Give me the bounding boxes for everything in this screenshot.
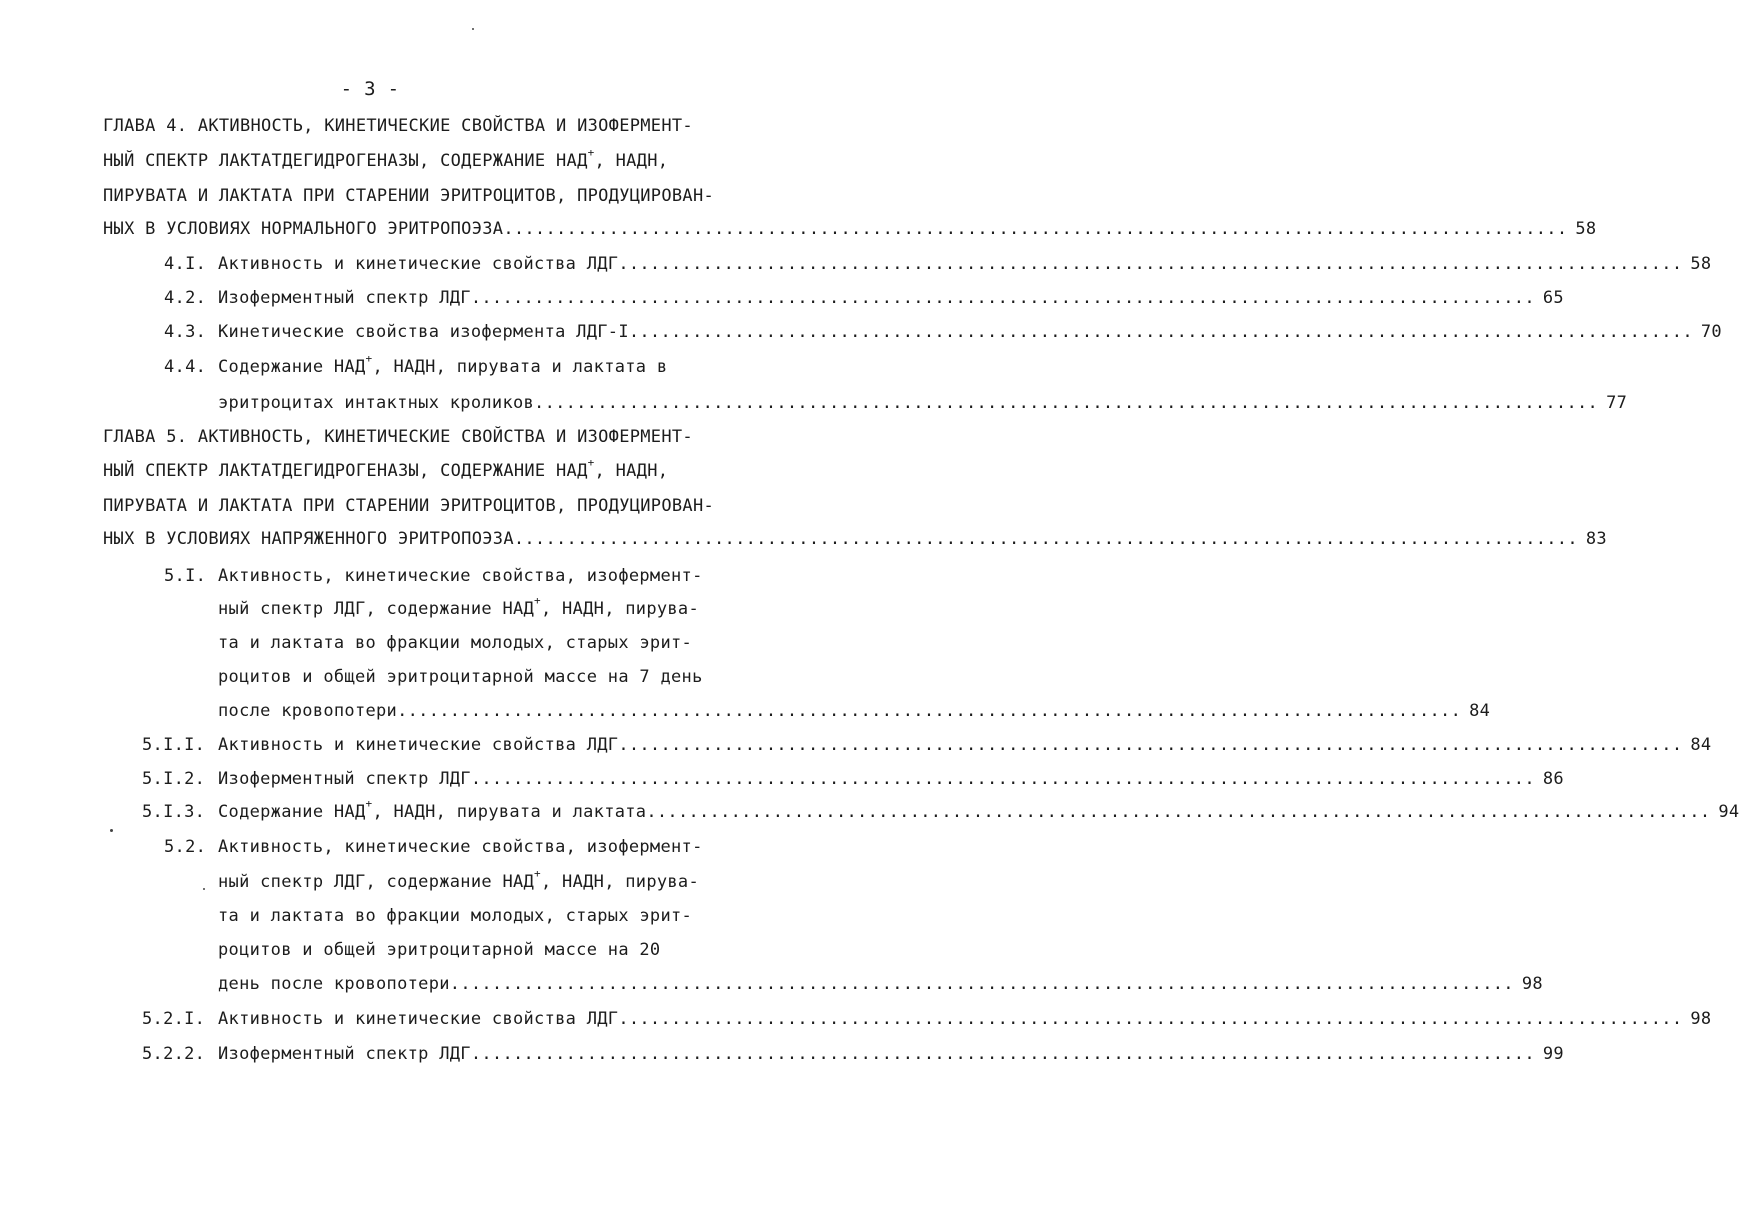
chapter-4-heading-line-3: ПИРУВАТА И ЛАКТАТА ПРИ СТАРЕНИИ ЭРИТРОЦИТОВ, ПРОДУЦИРОВАН- [103,186,715,206]
toc-entry-5-2-line-5: день после кровопотери ..................................................................................................... 98 [218,974,1543,994]
chapter-4-page: 58 [1575,219,1597,239]
toc-entry-5-2-line-4: роцитов и общей эритроцитарной массе на 20 [218,940,661,960]
toc-entry-5-1-line-1: Активность, кинетические свойства, изофермент- [218,566,703,586]
toc-entry-5-2-line-1: Активность, кинетические свойства, изофермент- [218,837,703,857]
toc-entry-4-4-line-1: Содержание НАД+, НАДН, пирувата и лактата в [218,352,668,377]
chapter-5-heading-line-3: ПИРУВАТА И ЛАКТАТА ПРИ СТАРЕНИИ ЭРИТРОЦИТОВ, ПРОДУЦИРОВАН- [103,496,715,516]
toc-number-5-1: 5.I. [164,566,207,586]
toc-number-4-2: 4.2. [164,288,207,308]
toc-entry-5-1-line-2: ный спектр ЛДГ, содержание НАД+, НАДН, пирува- [218,594,700,619]
toc-entry-5-1-line-3: та и лактата во фракции молодых, старых эрит- [218,633,693,653]
toc-entry-5-2-line-3: та и лактата во фракции молодых, старых эрит- [218,906,693,926]
toc-entry-4-2: Изоферментный спектр ЛДГ ..................................................................................................... 65 [218,288,1564,308]
toc-entry-5-2-line-2: ный спектр ЛДГ, содержание НАД+, НАДН, пирува- [218,867,700,892]
page-number: - 3 - [340,78,400,100]
scan-speck [203,888,205,890]
toc-entry-5-1-3: Содержание НАД+, НАДН, пирувата и лактата ..................................................................................................... 94 [218,797,1739,822]
chapter-4-heading-line-1: ГЛАВА 4. АКТИВНОСТЬ, КИНЕТИЧЕСКИЕ СВОЙСТВА И ИЗОФЕРМЕНТ- [103,116,693,136]
toc-entry-5-1-1: Активность и кинетические свойства ЛДГ ..................................................................................................... 84 [218,735,1712,755]
chapter-4-heading-line-4: НЫХ В УСЛОВИЯХ НОРМАЛЬНОГО ЭРИТРОПОЭЗА ..................................................................................................... 58 [103,214,733,244]
chapter-4-heading-line-2: НЫЙ СПЕКТР ЛАКТАТДЕГИДРОГЕНАЗЫ, СОДЕРЖАНИЕ НАД+, НАДН, [103,146,669,171]
toc-number-5-1-1: 5.I.I. [142,735,206,755]
toc-entry-5-1-2: Изоферментный спектр ЛДГ ..................................................................................................... 86 [218,769,1564,789]
chapter-5-heading-line-1: ГЛАВА 5. АКТИВНОСТЬ, КИНЕТИЧЕСКИЕ СВОЙСТВА И ИЗОФЕРМЕНТ- [103,427,693,447]
chapter-5-page: 83 [1585,529,1607,549]
toc-entry-4-1: Активность и кинетические свойства ЛДГ ..................................................................................................... 58 [218,254,1712,274]
toc-number-5-2-1: 5.2.I. [142,1009,206,1029]
toc-entry-5-2-2: Изоферментный спектр ЛДГ ..................................................................................................... 99 [218,1044,1564,1064]
toc-entry-5-1-line-5: после кровопотери ..................................................................................................... 84 [218,701,1491,721]
chapter-5-heading-line-2: НЫЙ СПЕКТР ЛАКТАТДЕГИДРОГЕНАЗЫ, СОДЕРЖАНИЕ НАД+, НАДН, [103,456,669,481]
toc-entry-5-1-line-4: роцитов и общей эритроцитарной массе на 7 день [218,667,703,687]
scan-speck [472,28,474,30]
toc-entry-5-2-1: Активность и кинетические свойства ЛДГ ..................................................................................................... 98 [218,1009,1712,1029]
toc-number-4-3: 4.3. [164,322,207,342]
toc-number-5-1-3: 5.I.3. [142,802,206,822]
toc-number-5-2: 5.2. [164,837,207,857]
scan-speck [110,829,113,832]
toc-entry-4-4-line-2: эритроцитах интактных кроликов ..................................................................................................... 77 [218,393,1628,413]
chapter-5-heading-line-4: НЫХ В УСЛОВИЯХ НАПРЯЖЕННОГО ЭРИТРОПОЭЗА ..................................................................................................... 83 [103,524,733,554]
toc-number-5-2-2: 5.2.2. [142,1044,206,1064]
toc-number-4-1: 4.I. [164,254,207,274]
toc-number-5-1-2: 5.I.2. [142,769,206,789]
toc-number-4-4: 4.4. [164,357,207,377]
toc-entry-4-3: Кинетические свойства изофермента ЛДГ-I ..................................................................................................... 70 [218,322,1722,342]
